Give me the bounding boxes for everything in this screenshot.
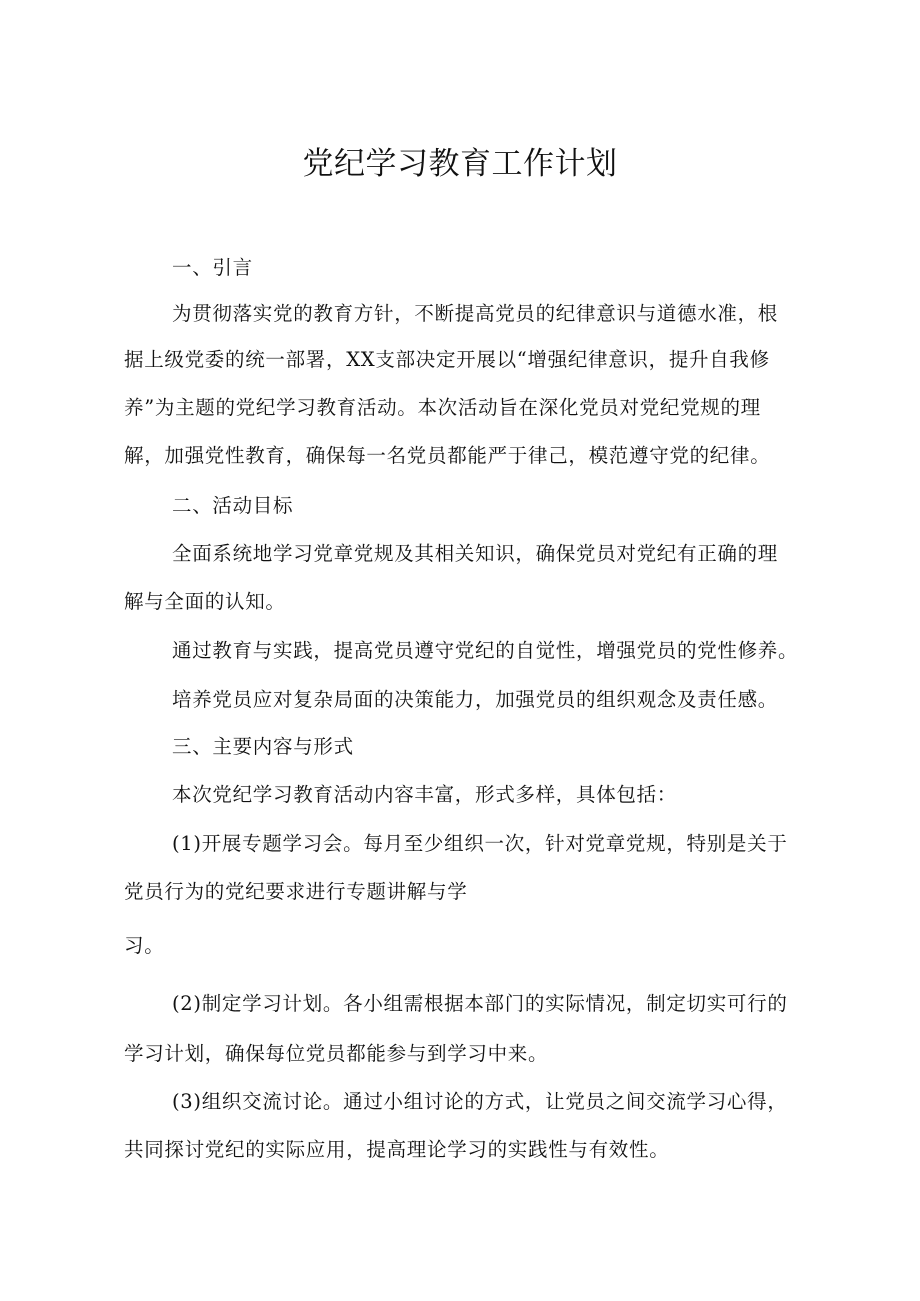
section-heading-introduction: 一、引言 [172, 256, 253, 279]
paragraph-line: 通过教育与实践，提高党员遵守党纪的自觉性，增强党员的党性修养。 [172, 639, 799, 662]
list-item-line: 学习计划，确保每位党员都能参与到学习中来。 [124, 1042, 549, 1065]
list-item-line: 习。 [124, 934, 165, 957]
paragraph-line: 本次党纪学习教育活动内容丰富，形式多样，具体包括： [172, 783, 678, 806]
list-item-line: 党员行为的党纪要求进行专题讲解与学 [124, 880, 468, 903]
list-item-line: (1)开展专题学习会。每月至少组织一次，针对党章党规，特别是关于 [172, 832, 788, 855]
list-item-line: (3)组织交流讨论。通过小组讨论的方式，让党员之间交流学习心得， [172, 1090, 788, 1113]
paragraph-line: 养”为主题的党纪学习教育活动。本次活动旨在深化党员对党纪党规的理 [124, 396, 761, 419]
section-heading-objectives: 二、活动目标 [172, 494, 294, 517]
paragraph-line: 培养党员应对复杂局面的决策能力，加强党员的组织观念及责任感。 [172, 688, 779, 711]
paragraph-line: 据上级党委的统一部署，XX支部决定开展以“增强纪律意识，提升自我修 [124, 348, 770, 371]
document-title: 党纪学习教育工作计划 [302, 146, 618, 182]
paragraph-line: 解与全面的认知。 [124, 590, 286, 613]
list-item-line: (2)制定学习计划。各小组需根据本部门的实际情况，制定切实可行的 [172, 992, 788, 1015]
section-heading-content-form: 三、主要内容与形式 [172, 735, 354, 758]
list-item-line: 共同探讨党纪的实际应用，提高理论学习的实践性与有效性。 [124, 1138, 670, 1161]
paragraph-line: 全面系统地学习党章党规及其相关知识，确保党员对党纪有正确的理 [172, 542, 779, 565]
paragraph-line: 为贯彻落实党的教育方针，不断提高党员的纪律意识与道德水准，根 [172, 302, 779, 325]
paragraph-line: 解，加强党性教育，确保每一名党员都能严于律己，模范遵守党的纪律。 [124, 444, 771, 467]
